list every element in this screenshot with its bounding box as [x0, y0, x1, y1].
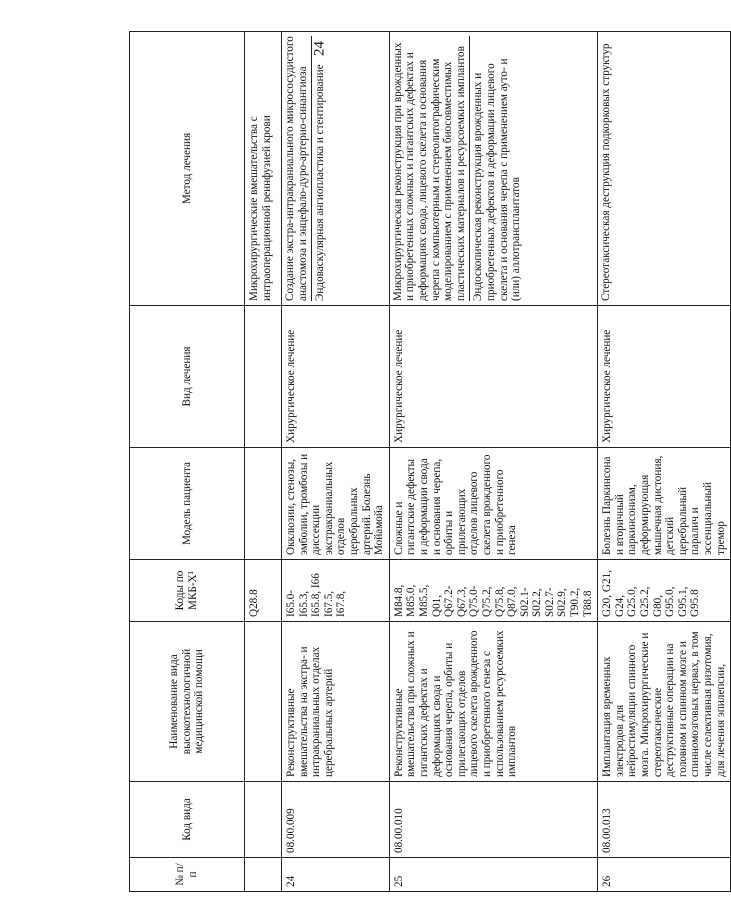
table-header — [130, 32, 245, 892]
cell-model: Окклюзии, стенозы, эмболии, тромбозы и диссекции экстракраниальных отделов церебральных артерий. Болезнь Мойамойа — [282, 448, 390, 560]
page-number: 24 — [311, 41, 328, 56]
cell-num — [245, 858, 282, 892]
cell-name — [245, 622, 282, 782]
cell-name: Реконструктивные вмешательства при сложных и гигантских дефектах и деформациях свода и основания черепа, орбиты и прилегающих отделов лицевого скелета врожденного и приобретенного генеза с использованием ресурсоемких имплантов — [389, 622, 598, 782]
cell-method — [282, 32, 390, 306]
cell-num: 24 — [282, 858, 390, 892]
cell-method — [598, 32, 731, 306]
header-code: Код вида — [130, 782, 245, 858]
cell-vid: Хирургическое лечение — [389, 306, 598, 448]
table-row-continuation — [245, 32, 282, 892]
vmp-table — [129, 31, 731, 892]
cell-code: 08.00.013 — [598, 782, 731, 858]
cell-code: 08.00.010 — [389, 782, 598, 858]
cell-model: Сложные и гигантские дефекты и деформации свода и основания черепа, орбиты и прилегающих отделов лицевого скелета врожденного и приобретенного генеза — [389, 448, 598, 560]
header-method: Метод лечения — [130, 32, 245, 306]
cell-mkb: I65.0-I65.3, I65.8, I66 I67.5, I67.8, — [282, 560, 390, 622]
cell-method: Микрохирургические вмешательства с интраоперационной реинфузией крови — [245, 32, 282, 306]
method-item: Микрохирургическая реконструкция при врожденных и приобретенных сложных и гигантских дефектах и деформациях свода, лицевого скелета и основания черепа с компьютерным и стереолитографическим моделированием с применением биосовместимых пластических материалов и ресурсоемких имплантов — [390, 36, 471, 301]
header-num: № п/п — [130, 858, 245, 892]
method-item: Создание экстра-интракраниального микрососудистого анастомоза и энцефало-дуро-артерио-синангиоза — [282, 36, 312, 301]
cell-vid: Хирургическое лечение — [282, 306, 390, 448]
header-vid: Вид лечения — [130, 306, 245, 448]
cell-vid — [245, 306, 282, 448]
cell-model — [245, 448, 282, 560]
header-mkb: Коды по МКБ-Х¹ — [130, 560, 245, 622]
method-item: Стереотаксическая деструкция подкорковых структур — [600, 43, 613, 301]
cell-mkb: G20, G21, G24, G25.0, G25.2, G80, G95.0, G95.1, G95.8 — [598, 560, 731, 622]
cell-code — [245, 782, 282, 858]
method-item: Эндоваскулярная ангиопластика и стентирование — [314, 64, 327, 301]
cell-name: Имплантация временных электродов для нейростимуляции спинного мозга. Микрохирургические и стереотаксические деструктивные операции на головном и спинном мозге и спинномозговых нервах, в том числе селективная ризотомия, для лечения эпилепсии, — [598, 622, 731, 782]
header-model: Модель пациента — [130, 448, 245, 560]
table-row — [282, 32, 390, 892]
cell-model: Болезнь Паркинсона и вторичный паркинсонизм, деформирующая мышечная дистония, детский церебральный паралич и эссенциальный тремор — [598, 448, 731, 560]
header-name: Наименование вида высокотехнологичной медицинской помощи — [130, 622, 245, 782]
table-row — [598, 32, 731, 892]
rotated-table-container — [129, 32, 727, 892]
method-item: Эндоскопическая реконструкция врожденных и приобретенных дефектов и деформации лицевого скелета и основания черепа с применением ауто- и (или) аллотрансплантатов — [472, 58, 523, 301]
table-row — [389, 32, 598, 892]
cell-num: 25 — [389, 858, 598, 892]
cell-mkb: M84.8, M85.0, M85.5, Q01, Q67.2-Q67.3, Q75.0-Q75.2, Q75.8, Q87.0, S02.1-S02.2, S02.7-S02.9, T90.2, T88.8 — [389, 560, 598, 622]
cell-vid: Хирургическое лечение — [598, 306, 731, 448]
cell-mkb: Q28.8 — [245, 560, 282, 622]
cell-code: 08.00.009 — [282, 782, 390, 858]
cell-method — [389, 32, 598, 306]
cell-name: Реконструктивные вмешательства на экстра- и интракраниальных отделах церебральных артерий — [282, 622, 390, 782]
cell-num: 26 — [598, 858, 731, 892]
